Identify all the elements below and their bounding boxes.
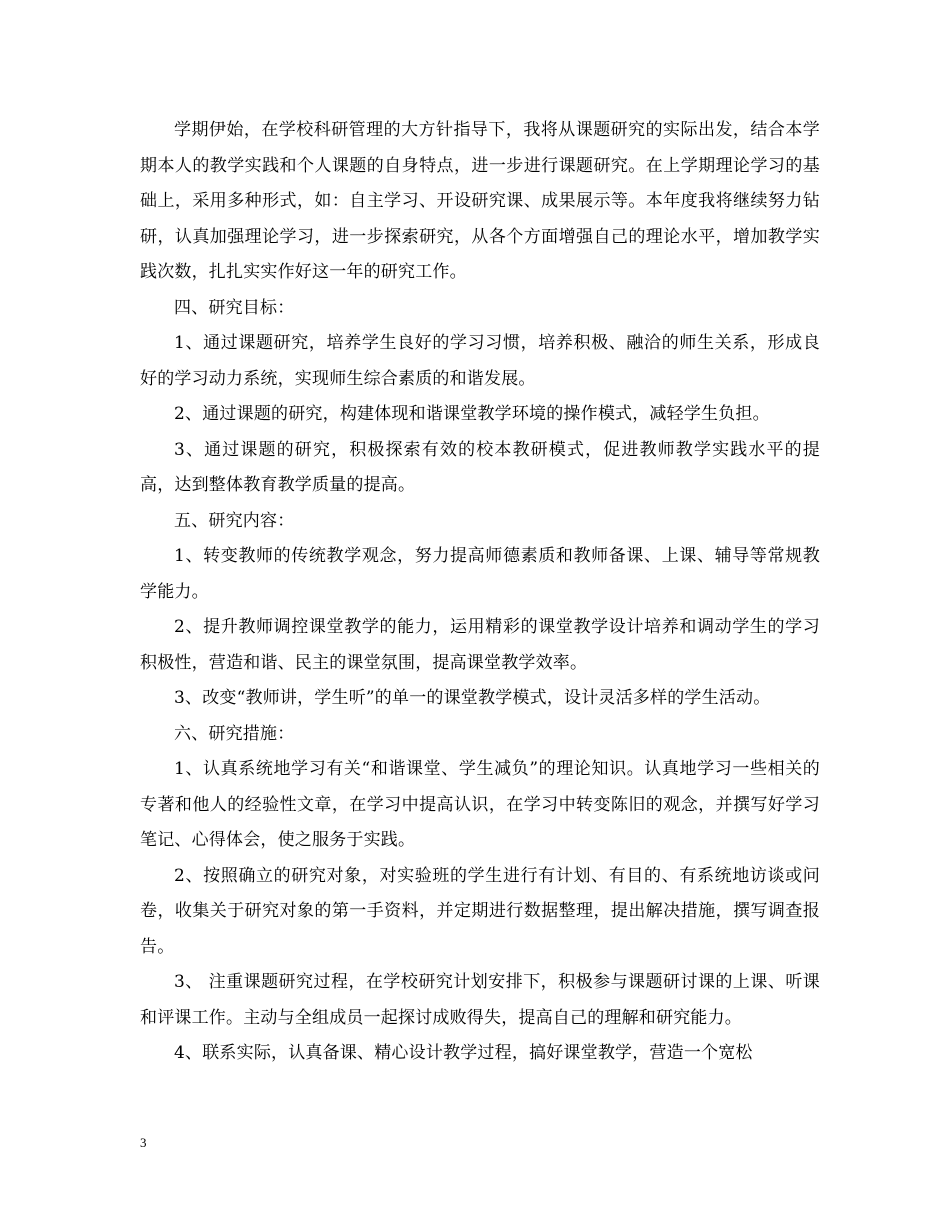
goal-item-3: 3、通过课题的研究，积极探索有效的校本教研模式，促进教师教学实践水平的提高，达到整体教育教学质量的提高。 bbox=[140, 439, 820, 495]
measure-item-1: 1、认真系统地学习有关“和谐课堂、学生减负”的理论知识。认真地学习一些相关的专著和他人的经验性文章，在学习中提高认识，在学习中转变陈旧的观念，并撰写好学习笔记、心得体会，使之服务于实践。 bbox=[140, 759, 820, 850]
measure-item-3: 3、 注重课题研究过程，在学校研究计划安排下，积极参与课题研讨课的上课、听课和评课工作。主动与全组成员一起探讨成败得失，提高自己的理解和研究能力。 bbox=[140, 972, 820, 1028]
goal-item-1: 1、通过课题研究，培养学生良好的学习习惯，培养积极、融洽的师生关系，形成良好的学习动力系统，实现师生综合素质的和谐发展。 bbox=[140, 333, 820, 389]
document-body bbox=[140, 113, 820, 1072]
goal-item-2: 2、通过课题的研究，构建体现和谐课堂教学环境的操作模式，减轻学生负担。 bbox=[174, 404, 770, 424]
content-item-2: 2、提升教师调控课堂教学的能力，运用精彩的课堂教学设计培养和调动学生的学习积极性，营造和谐、民主的课堂氛围，提高课堂教学效率。 bbox=[140, 617, 820, 673]
measure-item-2: 2、按照确立的研究对象，对实验班的学生进行有计划、有目的、有系统地访谈或问卷，收集关于研究对象的第一手资料，并定期进行数据整理，提出解决措施，撰写调查报告。 bbox=[140, 865, 820, 957]
page-number: 3 bbox=[140, 1135, 147, 1150]
section-heading-research-measures: 六、研究措施： bbox=[174, 723, 295, 744]
content-item-1: 1、转变教师的传统教学观念，努力提高师德素质和教师备课、上课、辅导等常规教学能力。 bbox=[140, 546, 820, 602]
section-heading-research-content: 五、研究内容： bbox=[174, 510, 295, 531]
measure-item-4: 4、联系实际，认真备课、精心设计教学过程，搞好课堂教学，营造一个宽松 bbox=[174, 1043, 753, 1063]
intro-paragraph: 学期伊始，在学校科研管理的大方针指导下，我将从课题研究的实际出发，结合本学期本人的教学实践和个人课题的自身特点，进一步进行课题研究。在上学期理论学习的基础上，采用多种形式，如：自主学习、开设研究课、成果展示等。本年度我将继续努力钻研，认真加强理论学习，进一步探索研究，从各个方面增强自己的理论水平，增加教学实践次数，扎扎实实作好这一年的研究工作。 bbox=[140, 120, 820, 282]
content-item-3: 3、改变“教师讲，学生听”的单一的课堂教学模式，设计灵活多样的学生活动。 bbox=[174, 688, 771, 708]
section-heading-research-goals: 四、研究目标： bbox=[174, 297, 295, 318]
